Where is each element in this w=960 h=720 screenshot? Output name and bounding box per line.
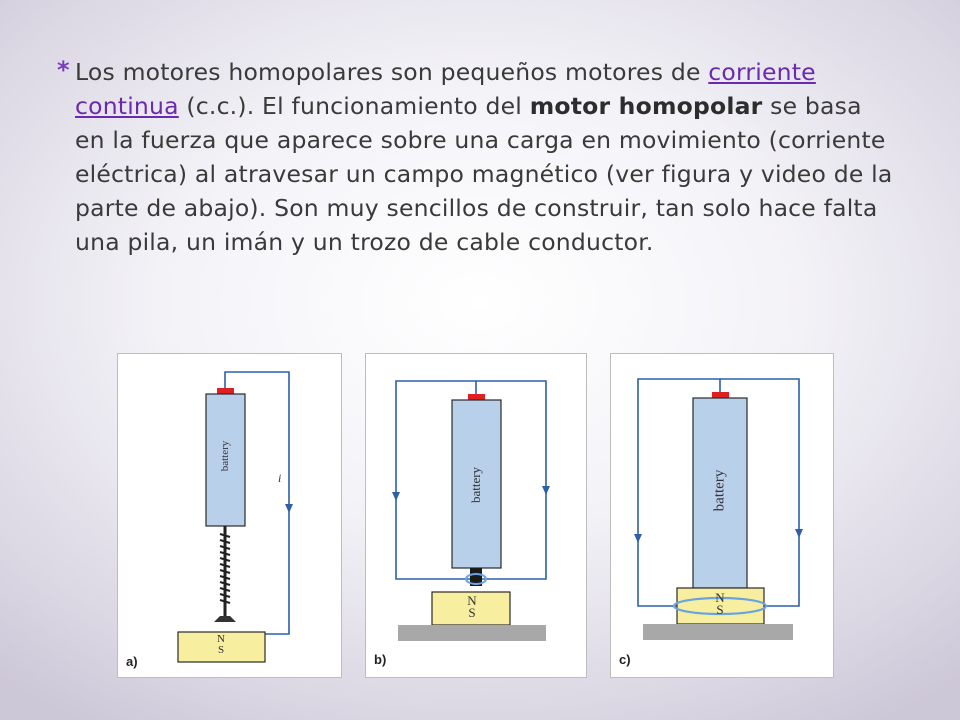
slide-paragraph bbox=[57, 55, 895, 259]
current-arrow-left-c bbox=[634, 534, 642, 543]
battery-terminal-b bbox=[468, 394, 485, 400]
current-label-a: i bbox=[278, 471, 282, 485]
ground-c bbox=[643, 624, 793, 640]
magnet-n-c: N bbox=[715, 590, 725, 605]
magnet-n-a: N bbox=[217, 633, 225, 645]
motor-homopolar-bold: motor homopolar bbox=[529, 92, 763, 120]
corriente-continua-link[interactable]: corriente continua bbox=[75, 58, 816, 120]
figure-panel-a bbox=[117, 353, 342, 678]
screw-head-a bbox=[214, 616, 236, 622]
current-arrow-a bbox=[285, 504, 293, 513]
figure-panel-b bbox=[365, 353, 587, 678]
magnet-n-b: N bbox=[467, 593, 477, 608]
magnet-poles-c bbox=[710, 592, 730, 616]
paragraph-text-1: Los motores homopolares son pequeños motores de bbox=[75, 58, 709, 86]
magnet-poles-a bbox=[213, 634, 229, 656]
battery-label-c: battery bbox=[711, 469, 728, 512]
battery-terminal-a bbox=[217, 388, 234, 394]
bullet-marker: * bbox=[57, 56, 70, 84]
magnet-poles-b bbox=[462, 595, 482, 619]
figure-label-a: a) bbox=[126, 654, 138, 669]
magnet-s-a: S bbox=[217, 644, 225, 656]
battery-terminal-c bbox=[712, 392, 729, 398]
figure-panels bbox=[117, 353, 834, 678]
current-arrow-right-b bbox=[542, 486, 550, 495]
diagram-b bbox=[366, 354, 588, 679]
magnet-s-b: S bbox=[468, 605, 476, 620]
current-arrow-right-c bbox=[795, 529, 803, 538]
paragraph-text-3: se basa en la fuerza que aparece sobre una carga en movimiento (corriente eléctrica) al atravesar un campo magnético (ver figura y video de la parte de abajo). Son muy sencillos de construir, tan solo hace falta una pila, un imán y un trozo de cable conductor. bbox=[75, 92, 893, 256]
ground-b bbox=[398, 625, 546, 641]
magnet-s-c: S bbox=[716, 602, 724, 617]
figure-label-c: c) bbox=[619, 652, 631, 667]
figure-panel-c bbox=[610, 353, 834, 678]
paragraph-text-2: (c.c.). El funcionamiento del bbox=[178, 92, 530, 120]
battery-label-b: battery bbox=[468, 466, 483, 504]
battery-label-a: battery bbox=[219, 440, 231, 472]
figure-label-b: b) bbox=[374, 652, 387, 667]
current-arrow-left-b bbox=[392, 492, 400, 501]
diagram-a bbox=[118, 354, 343, 679]
